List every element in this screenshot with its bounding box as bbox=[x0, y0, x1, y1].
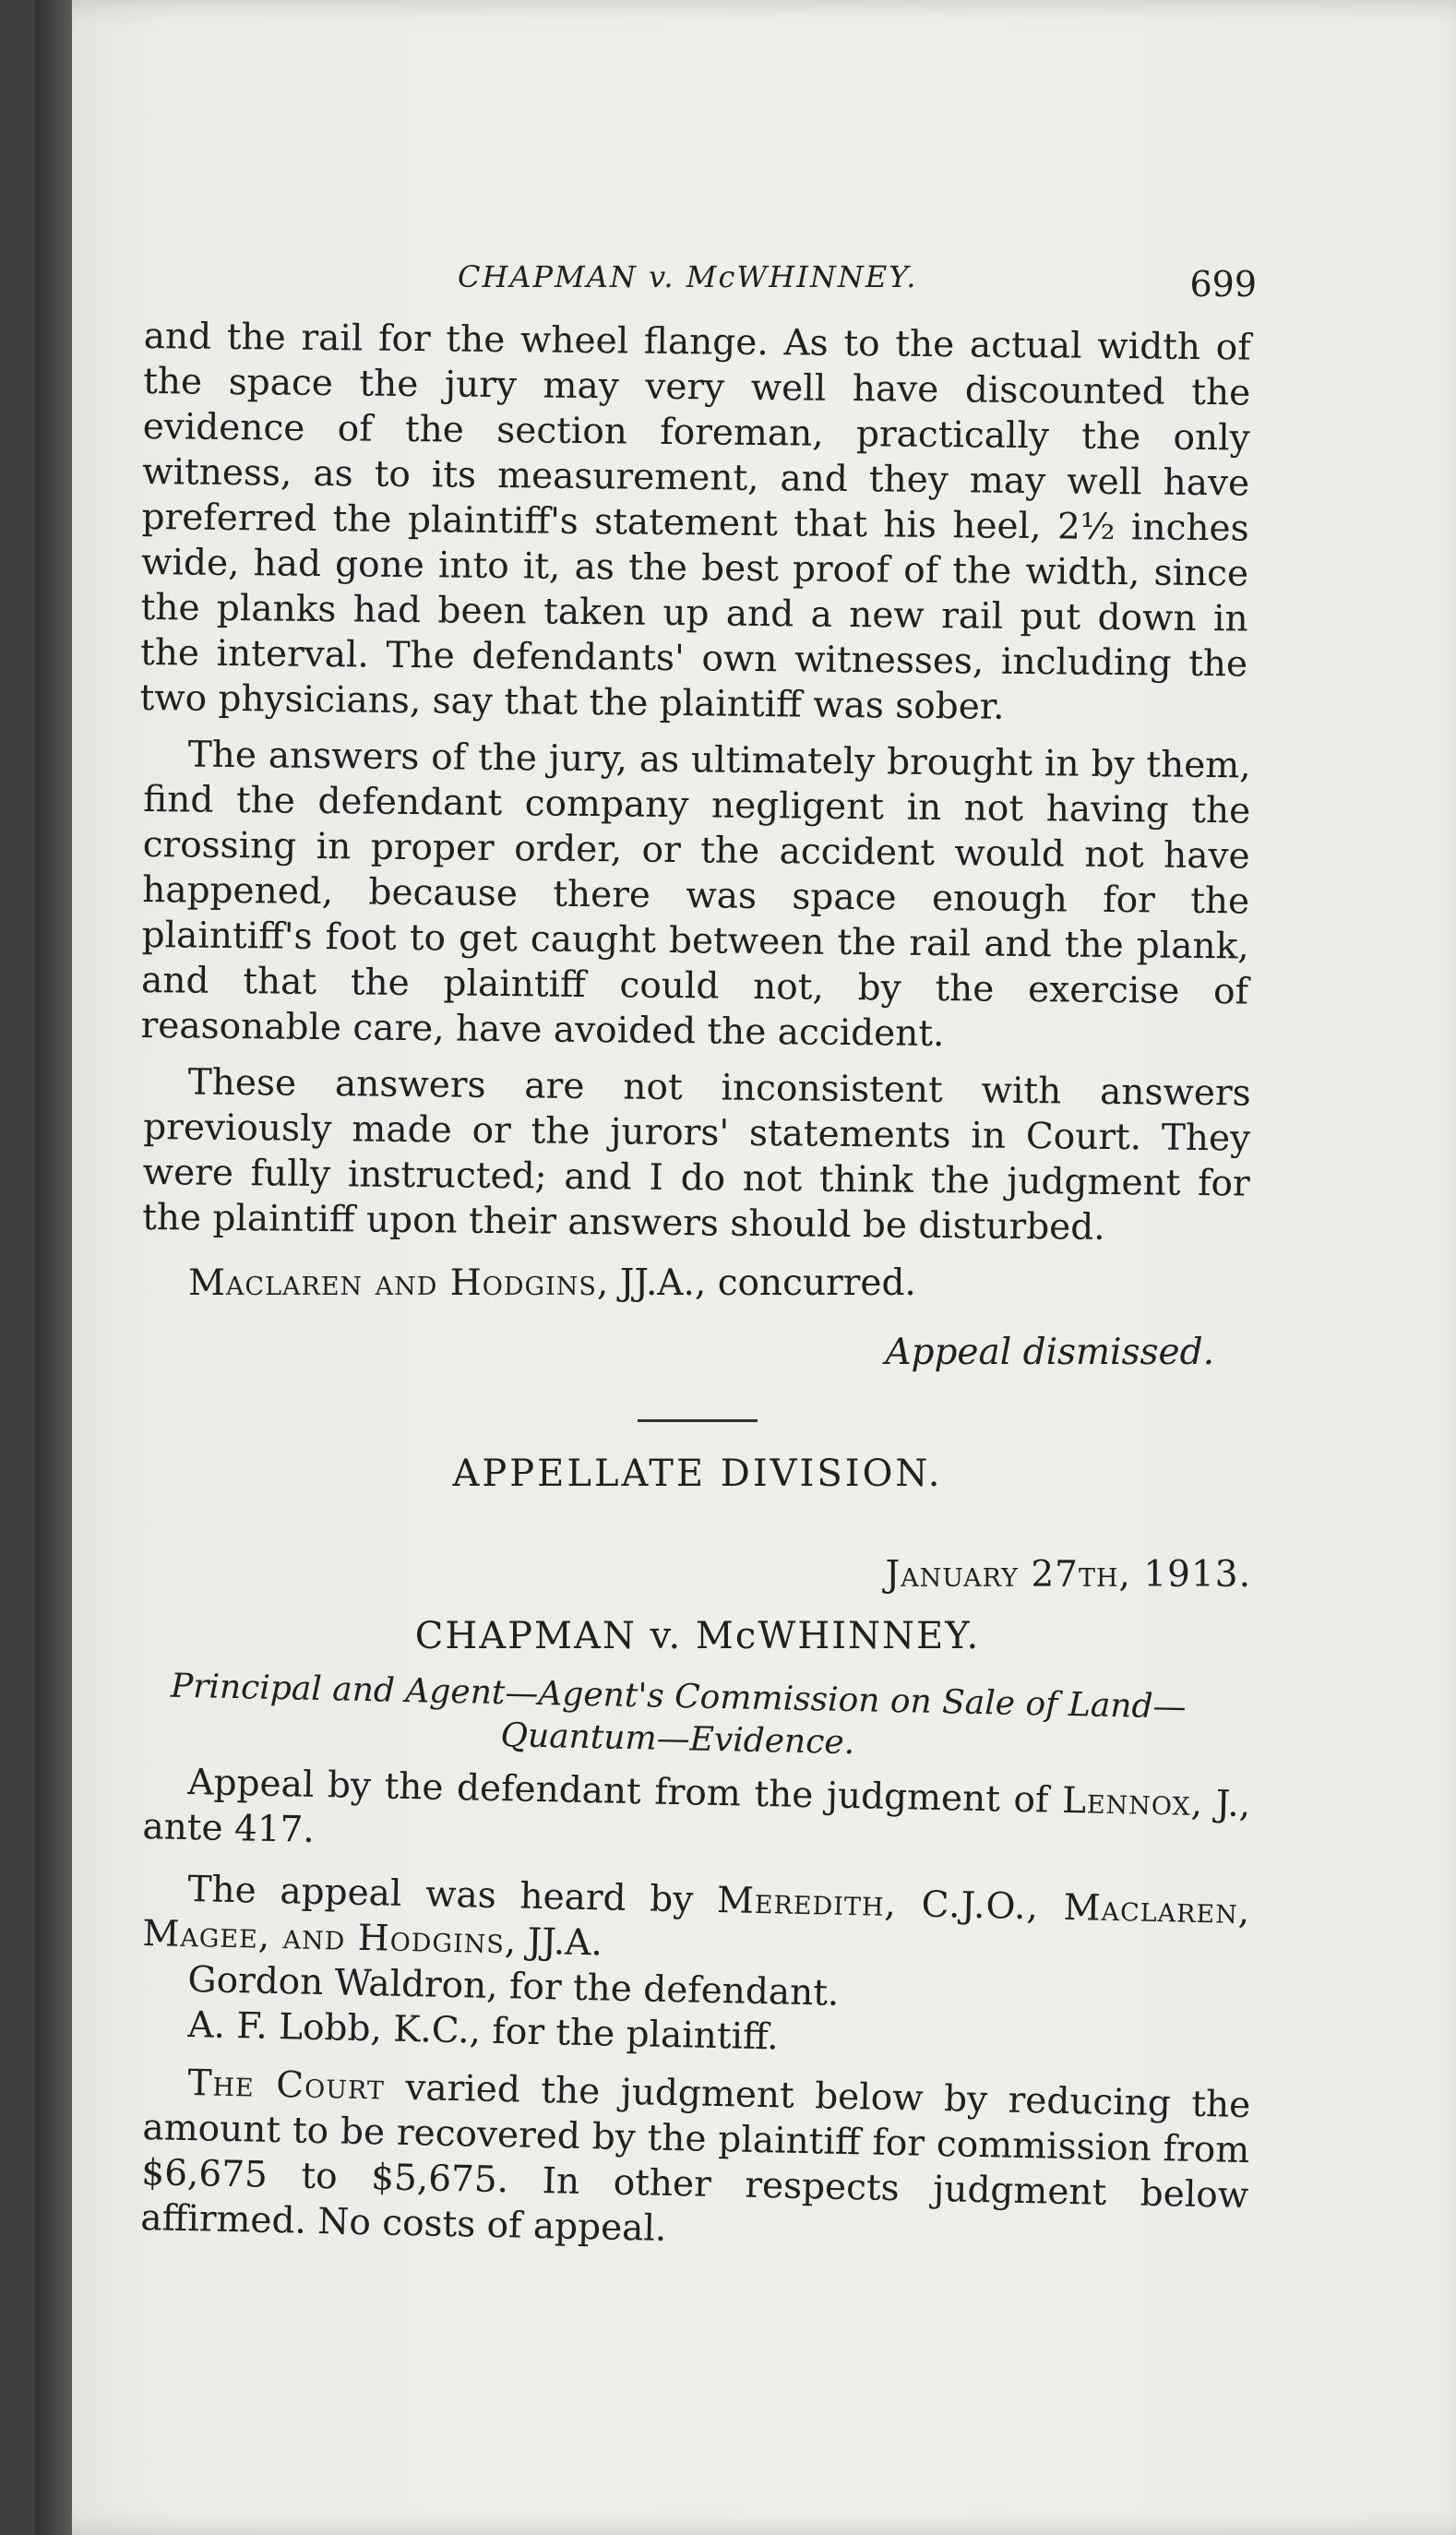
concurrence bbox=[144, 1261, 1251, 1306]
court-decision bbox=[140, 2060, 1251, 2264]
decision-date: January 27th, 1913. bbox=[885, 1554, 1251, 1596]
disposition: Appeal dismissed. bbox=[885, 1332, 1214, 1373]
appeal-text: Appeal by the defendant from the judgment of bbox=[187, 1762, 1063, 1822]
paragraph-3: These answers are not inconsistent with answers previously made or the jurors' statements in Court. They were fully instructed; and I do not think the judgment for the plaintiff upon their answers should be disturbed. bbox=[141, 1061, 1251, 1249]
case-title: CHAPMAN v. McWHINNEY. bbox=[414, 1615, 981, 1657]
concurring-judges: Maclaren and Hodgins bbox=[188, 1262, 597, 1304]
section-title: APPELLATE DIVISION. bbox=[452, 1453, 943, 1495]
book-spine bbox=[35, 0, 72, 2535]
hearing-judges: Meredith, C.J.O., Maclaren, Magee, and Hodgins bbox=[141, 1880, 1251, 1963]
page-number: 699 bbox=[1189, 264, 1257, 305]
court-lead: The Court bbox=[187, 2063, 386, 2109]
section-divider bbox=[638, 1419, 758, 1422]
catchwords: Principal and Agent—Agent's Commission on Sale of Land—Quantum—Evidence. bbox=[170, 1667, 1187, 1763]
running-header bbox=[144, 249, 1257, 314]
trial-judge: Lennox bbox=[1061, 1779, 1192, 1824]
appeal-ref: , J., ante 417. bbox=[141, 1782, 1251, 1851]
hearing-suffix: , JJ.A. bbox=[504, 1920, 603, 1965]
running-title: CHAPMAN v. McWHINNEY. bbox=[458, 259, 918, 294]
book-page bbox=[35, 0, 1456, 2535]
hearing-text: The appeal was heard by bbox=[187, 1869, 718, 1922]
page-content bbox=[139, 249, 1257, 2250]
paragraph-2: The answers of the jury, as ultimately brought in by them, find the defendant company negligent in not having the crossing in proper order, or the accident would not have happened, because there was space enough for the plaintiff's foot to get caught between the rail and the plank, and that the plaintiff could not, by the exercise of reasonable care, have avoided the accident. bbox=[140, 734, 1251, 1056]
paragraph-1: and the rail for the wheel flange. As to the actual width of the space the jury may very well have discounted the evidence of the section foreman, practically the only witness, as to its measurement, and they may well have preferred the plaintiff's statement that his heel, 2½ inches wide, had gone into it, as the best proof of the width, since the planks had been taken up and a new rail put down in the interval. The defendants' own witnesses, including the two physicians, say that the plaintiff was sober. bbox=[139, 315, 1251, 728]
court-text: varied the judgment below by reducing the amount to be recovered by the plaintiff for commission from $6,675 to $5,675. In other respects judgment below affirmed. No costs of appeal. bbox=[139, 2066, 1251, 2250]
concurrence-text: , JJ.A., concurred. bbox=[596, 1262, 916, 1304]
counsel-plaintiff: A. F. Lobb, K.C., for the plaintiff. bbox=[187, 2004, 780, 2059]
counsel-defendant: Gordon Waldron, for the defendant. bbox=[187, 1959, 840, 2015]
